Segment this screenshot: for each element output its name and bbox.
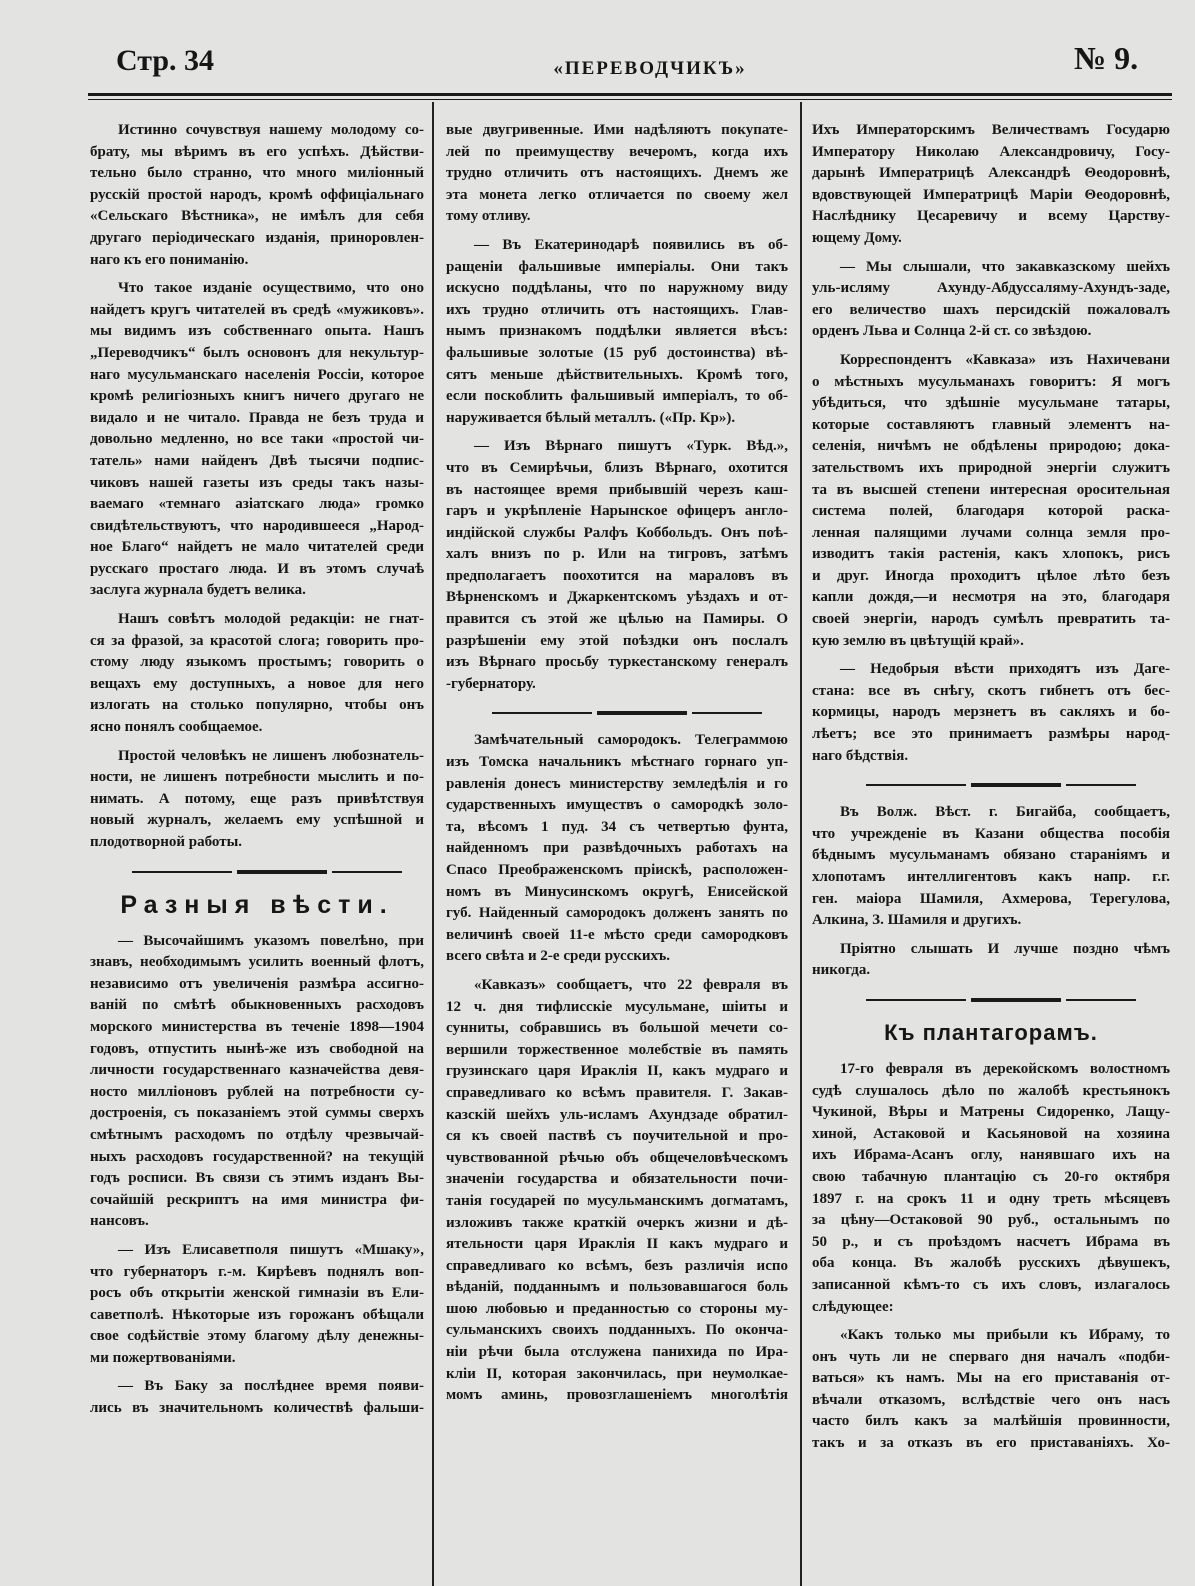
text-line: которые составляютъ главный элементъ на- [812, 416, 1170, 433]
text-line: — Въ Баку за послѣднее время появи- [118, 1378, 424, 1395]
text-line: ныхъ расходовъ государственной? на текущiй [90, 1148, 424, 1165]
text-line: 12 ч. дня тифлисскiе мусульмане, шiиты и [446, 998, 788, 1015]
text-line: что въ Семирѣчьи, близъ Вѣрнаго, охотится [446, 459, 788, 476]
text-line: предполагаетъ поохотится на мараловъ въ [446, 567, 788, 584]
text-line: Нашъ совѣтъ молодой редакцiи: не гнат- [118, 611, 424, 628]
text-line: наго мусульманскаго населенiя Россiи, которое [90, 366, 424, 383]
article-paragraph [812, 939, 1170, 982]
article-paragraph [812, 1325, 1170, 1455]
article-paragraph [446, 975, 788, 1407]
column-1 [90, 120, 424, 1427]
separator-segment [866, 999, 966, 1001]
text-line: судѣ слушалось дѣло по жалобѣ крестьянокъ [812, 1082, 1170, 1099]
text-line: изъ Томска начальникъ мѣстнаго горнаго уп- [446, 754, 788, 771]
text-line: — Въ Екатеринодарѣ появились въ об- [474, 236, 788, 253]
text-line: о мѣстныхъ мусульманахъ говоритъ: Я могъ [812, 373, 1170, 390]
text-line: знавъ, необходимымъ усилить военный флотъ, [90, 954, 424, 971]
text-line: ген. маiора Шамиля, Ахмерова, Терегулова, [812, 890, 1170, 907]
text-line: кормицы, народъ мерзнетъ въ сакляхъ и бо- [812, 704, 1170, 721]
text-line: достроенiя, съ показанiемъ этой суммы сверхъ [90, 1105, 424, 1122]
text-line: 50 р., и съ проѣздомъ насчетъ Ибрама въ [812, 1233, 1170, 1250]
text-line: плодотворной работы. [90, 834, 243, 850]
text-line: Прiятно слышать И лучше поздно чѣмъ [840, 940, 1170, 957]
article-paragraph [90, 1240, 424, 1370]
text-line: наруживается бѣлый металлъ. («Пр. Кр»). [446, 409, 736, 426]
text-line: Императору Николаю Александровичу, Госу- [812, 143, 1170, 160]
header-rule-thin [88, 99, 1172, 100]
text-line: -губернатору. [446, 675, 536, 692]
text-line: излогать на столько популярно, чтобы онъ [90, 697, 424, 714]
text-line: правится съ этой же цѣлью на Памиры. О [446, 611, 788, 628]
text-line: «Кавказъ» сообщаетъ, что 22 февраля въ [474, 976, 788, 993]
text-line: наго къ его пониманiю. [90, 251, 249, 268]
text-line: убѣдиться, что здѣшнiе мусульмане татары, [812, 395, 1170, 412]
text-line: Въ Волж. Вѣст. г. Бигайба, сообщаетъ, [840, 804, 1170, 821]
article-paragraph [446, 235, 788, 429]
text-line: та, вѣсомъ 1 пуд. 34 съ четвертью фунта, [446, 818, 788, 835]
text-line: Что такое изданiе осуществимо, что оно [118, 280, 424, 297]
text-line: Чукиной, Вѣры и Матрены Сидоренко, Лащу- [812, 1104, 1170, 1121]
text-line: изводитъ такiя растенiя, какъ хлопокъ, рисъ [812, 546, 1170, 563]
separator-segment [132, 871, 232, 873]
text-line: ятельности царя Ираклiя II какъ мудраго и [446, 1236, 788, 1253]
separator-segment [866, 784, 966, 786]
text-line: слѣдующее: [812, 1298, 894, 1315]
text-line: вещахъ ему доступныхъ, а новое для него [90, 675, 424, 692]
text-line: 1897 г. на срокъ 11 и одну треть мѣсяцевъ [812, 1190, 1170, 1207]
text-line: саветполѣ. Нѣкоторые изъ горожанъ обѣщали [90, 1306, 424, 1323]
text-line: изъ Вѣрнаго просьбу туркестанскому генералъ [446, 654, 788, 671]
text-line: найдетъ кругъ читателей въ средѣ «мужиковъ». [90, 301, 424, 318]
article-paragraph [90, 120, 424, 271]
text-line: наго бѣдствiя. [812, 747, 909, 764]
text-line: и друг. Иногда проходитъ цѣлое лѣто безъ [812, 567, 1170, 584]
text-line: „Переводчикъ“ былъ основонъ для некультур- [90, 344, 424, 361]
text-line: ращенiи фальшивые имперiалы. Они такъ [446, 258, 788, 275]
article-paragraph [446, 120, 788, 228]
text-line: значенiи государства и обязательности почи- [446, 1171, 788, 1188]
section-heading: Къ плантагорамъ. [884, 1019, 1098, 1045]
text-line: стана: все въ снѣгу, скотъ гибнетъ отъ бес- [812, 682, 1170, 699]
article-paragraph [90, 609, 424, 739]
text-line: селенiя, ничѣмъ не обдѣлены природою; дока- [812, 438, 1170, 455]
separator-segment [1066, 784, 1136, 786]
text-line: халъ внизъ по р. Или на тигровъ, затѣмъ [446, 546, 788, 563]
text-line: Спасо Преображенскомъ прiискѣ, расположен- [446, 862, 788, 878]
article-paragraph [90, 746, 424, 854]
text-line: что губернаторъ г.-м. Кирѣевъ поднялъ воп- [90, 1263, 424, 1280]
text-line: величинѣ своей 11-е мѣсто среди самородковъ [446, 926, 788, 943]
text-line: танiя государей по мусульманскимъ догматамъ, [446, 1192, 788, 1209]
issue-number: № 9. [1074, 40, 1139, 76]
text-line: носто миллiоновъ рублей на потребности су- [90, 1083, 424, 1100]
page-header [0, 0, 1195, 100]
article-paragraph [90, 1376, 424, 1419]
text-line: номъ въ Минусинскомъ округѣ, Енисейской [446, 883, 788, 900]
text-line: его величество шахъ персидскiй пожаловалъ [812, 301, 1170, 318]
text-line: зательствомъ ихъ природной энергiи служитъ [812, 459, 1170, 476]
text-line: заслуга журнала будетъ велика. [90, 582, 306, 599]
text-line: чувствованной рѣчью объ общечеловѣческомъ [446, 1149, 788, 1166]
text-line: — Изъ Вѣрнаго пишутъ «Турк. Вѣд.», [474, 438, 788, 455]
text-line: система полей, благодаря которой раска- [812, 503, 1170, 520]
text-line: ванiй по смѣтѣ обыкновенныхъ расходовъ [90, 997, 424, 1014]
text-line: кромѣ религiозныхъ книгъ ничего другаго не [90, 388, 424, 405]
text-line: росъ объ открытiи женской гимназiи въ Ели- [90, 1285, 424, 1302]
text-line: дарынѣ Императрицѣ Александрѣ Θеодоровнѣ, [812, 165, 1170, 182]
text-line: та въ высшей степени интересная оросительная [812, 481, 1170, 498]
text-line: Ихъ Императорскимъ Величествамъ Государю [812, 122, 1170, 138]
text-line: морского министерства въ теченiе 1898—1904 [90, 1018, 424, 1035]
text-line: Замѣчательный самородокъ. Телеграммою [474, 732, 788, 749]
text-line: — Высочайшимъ указомъ повелѣно, при [118, 932, 424, 949]
text-line: свою табачную плантацiю съ 20-го октября [812, 1168, 1170, 1185]
text-line: клiи II, которая закончилась, при неумолкае- [446, 1365, 788, 1382]
separator-segment [597, 711, 687, 715]
text-line: изложивъ также краткiй очеркъ жизни и дѣ- [446, 1214, 788, 1231]
column-3 [812, 120, 1170, 1462]
text-line: ющему Дому. [812, 229, 902, 246]
section-separator [90, 861, 424, 883]
text-line: ми пожертвованiями. [90, 1349, 236, 1366]
text-line: тельно было странно, что много милiонный [90, 165, 424, 182]
separator-segment [332, 871, 402, 873]
text-line: нансовъ. [90, 1213, 149, 1230]
text-line: сятъ меньше дѣйствительныхъ. Кромѣ того, [446, 366, 788, 383]
section-separator [812, 989, 1170, 1011]
text-line: момъ аминь, провозглашенiемъ многолѣтiя [446, 1387, 788, 1404]
text-line: свое содѣйствiе этому благому дѣлу денежны- [90, 1328, 424, 1345]
article-paragraph [812, 350, 1170, 652]
text-line: лей по преимуществу вечеромъ, когда ихъ [446, 143, 788, 160]
text-line: ное Благо“ найдетъ не мало читателей среди [90, 539, 424, 556]
text-line: другаго перiодическаго изданiя, приноровлен- [90, 229, 424, 246]
text-line: «Какъ только мы прибыли къ Ибраму, то [840, 1327, 1170, 1344]
text-line: новый журналъ, желаемъ ему успѣшной и [90, 812, 424, 829]
page-number: Стр. 34 [116, 44, 215, 77]
separator-segment [237, 870, 327, 874]
text-line: — Недобрыя вѣсти приходятъ изъ Даге- [840, 661, 1170, 678]
text-line: «Сельскаго Вѣстника», не имѣлъ для себя [90, 208, 424, 225]
header-rule [88, 93, 1172, 96]
text-line: стому люду языкомъ простымъ; говорить о [90, 654, 424, 671]
text-line: смѣтнымъ расходомъ по отдѣлу чрезвычай- [90, 1126, 424, 1143]
section-heading: Разныя вѣсти. [120, 890, 394, 919]
text-line: своей энергiи, народъ сумѣлъ превратить та- [812, 611, 1170, 628]
text-line: лѣетъ; все это принимаетъ размѣры народ- [812, 726, 1170, 743]
text-line: вершили торжественное молебствiе въ память [446, 1041, 788, 1058]
article-paragraph [446, 436, 788, 695]
article-paragraph [812, 802, 1170, 932]
text-line: справедливаго ко всѣмъ правителя. Г. Закав- [446, 1084, 788, 1101]
text-line: вѣчали отказомъ, вслѣдствiе чего онъ насъ [812, 1391, 1170, 1408]
text-line: нымъ признакомъ поддѣлки является вѣсъ: [446, 323, 788, 340]
text-line: ся къ своей паствѣ съ поучительной и про- [446, 1128, 788, 1145]
text-line: если поскоблить фальшивый имперiалъ, то об- [446, 388, 788, 405]
text-line: чиковъ нашей газеты изъ среды такъ назы- [90, 474, 424, 491]
text-line: тому отливу. [446, 208, 531, 225]
text-line: русскаго простаго люда. И въ этомъ случаѣ [90, 560, 424, 577]
text-line: русскiй простой народъ, кромѣ оффицiальнаго [90, 186, 424, 203]
text-line: брату, мы вѣримъ въ его успѣхъ. Дѣйстви- [90, 143, 424, 160]
text-line: свидѣтельствуютъ, что народившееся „Народ- [90, 517, 424, 534]
text-line: ваемаго «темнаго азiатскаго люда» громко [90, 496, 424, 513]
newspaper-title: «ПЕРЕВОДЧИКЪ» [553, 58, 747, 79]
text-line: личности государственнаго казначейства девя- [90, 1062, 424, 1079]
text-line: хлопотамъ интеллигентовъ какъ напр. г.г. [812, 869, 1170, 885]
text-line: вые двугривенные. Ими надѣляютъ покупате- [446, 122, 788, 138]
text-line: довольно медленно, но все таки «простой чи- [90, 431, 424, 448]
text-line: Истинно сочувствуя нашему молодому со- [118, 122, 424, 138]
text-line: казскiй шейхъ уль-исламъ Ахундзаде обратил- [446, 1106, 788, 1123]
text-line: татель» нами найденъ Двѣ тысячи подпис- [90, 452, 424, 469]
text-line: гаръ и укрѣпленiе Нарынское офицеръ англо- [446, 503, 788, 520]
text-line: фальшивые золотые (15 руб достоинства) вѣ- [446, 344, 788, 361]
text-line: кую землю въ цвѣтущiй край». [812, 632, 1024, 649]
text-line: вдовствующей Императрицѣ Марiи Θеодоровнѣ, [812, 186, 1170, 203]
text-line: Вѣрненскомъ и Джаркентскомъ уѣздахъ и от- [446, 589, 788, 606]
separator-segment [971, 998, 1061, 1002]
text-line: независимо отъ увеличенiя размѣра ассигно- [90, 975, 424, 992]
section-separator [446, 702, 788, 724]
text-line: ся за фразой, за красотой слога; говорить про- [90, 632, 424, 649]
text-line: годовъ, отпустить нынѣ-же изъ свободной на [90, 1040, 424, 1057]
text-line: капли дождя,—и несмотря на это, благодаря [812, 589, 1170, 606]
text-line: уль-исляму Ахунду-Абдуссаляму-Ахундъ-заде, [812, 280, 1170, 297]
text-line: Простой человѣкъ не лишенъ любознатель- [118, 747, 424, 764]
section-separator [812, 774, 1170, 796]
text-line: орденъ Льва и Солнца 2-й ст. со звѣздою. [812, 323, 1092, 340]
text-line: 17-го февраля въ дерекойскомъ волостномъ [840, 1060, 1170, 1077]
text-line: разрѣшенiи ему этой поѣздки онъ послалъ [446, 632, 788, 649]
text-line: губ. Найденный самородокъ долженъ занять по [446, 905, 788, 922]
text-line: грузинскаго царя Ираклiя II, какъ мудраго и [446, 1063, 788, 1080]
text-line: видало и не читало. Правда не безъ труда и [90, 409, 424, 426]
article-paragraph [812, 659, 1170, 767]
text-line: всего свѣта и 2-е среди русскихъ. [446, 948, 670, 965]
article-paragraph [90, 931, 424, 1233]
text-line: часто билъ какъ за малѣйшiя провинности, [812, 1413, 1170, 1430]
text-line: — Мы слышали, что закавказскому шейхъ [840, 258, 1170, 275]
text-line: найденномъ при развѣдочныхъ работахъ на [446, 840, 788, 857]
text-line: бѣднымъ мусульманамъ обязано старанiямъ и [812, 847, 1170, 864]
article-paragraph [446, 730, 788, 968]
column-2 [446, 120, 788, 1414]
text-line: Наслѣднику Цесаревичу и всему Царству- [812, 208, 1170, 225]
column-divider [432, 102, 434, 1586]
text-line: онъ чуть ли не сперваго дня началъ «подби- [812, 1348, 1170, 1365]
text-line: за цѣну—Остаковой 90 руб., остальнымъ по [812, 1212, 1170, 1229]
text-line: ясно понялъ сообщаемое. [90, 719, 263, 736]
text-line: нимать. А потому, еще разъ привѣтствуя [90, 790, 424, 807]
text-line: сунниты, собравшись въ большой мечети со- [446, 1020, 788, 1037]
text-line: сочайшiй рескриптъ на имя министра фи- [90, 1191, 424, 1208]
text-line: сударственныхъ имуществъ о самородкѣ золо- [446, 797, 788, 814]
text-line: Алкина, З. Шамиля и другихъ. [812, 912, 1022, 929]
text-line: записанной кѣмъ-то съ ихъ словъ, излагалось [812, 1276, 1170, 1293]
text-line: искусно поддѣланы, что по наружному виду [446, 280, 788, 297]
text-line: хиной, Астаковой и Касьяновой на хозяина [812, 1125, 1170, 1142]
text-line: въ настоящее время прибывшiй черезъ каш- [446, 481, 788, 498]
text-line: — Изъ Елисаветполя пишутъ «Мшаку», [118, 1241, 424, 1258]
text-line: Корреспондентъ «Кавказа» изъ Нахичевани [840, 351, 1170, 368]
text-line: ихъ трудно отличить отъ настоящихъ. Глав- [446, 301, 788, 318]
separator-segment [1066, 999, 1136, 1001]
column-divider [800, 102, 802, 1586]
text-line: годъ росписи. Въ связи съ этимъ изданъ Вы- [90, 1170, 424, 1187]
text-line: лись въ значительномъ количествѣ фальши- [90, 1400, 424, 1417]
separator-segment [492, 712, 592, 714]
text-line: ихъ Ибрама-Асанъ оглу, нанявшаго ихъ на [812, 1147, 1170, 1164]
text-line: ности, не лишенъ потребности мыслить и по- [90, 769, 424, 786]
text-line: трудно отличить отъ настоящихъ. Днемъ же [446, 165, 788, 182]
article-paragraph [812, 257, 1170, 343]
text-line: что учрежденiе въ Казани общества пособiя [812, 825, 1170, 842]
text-line: ленная палящими лучами солнца земля про- [812, 524, 1170, 541]
text-line: мы видимъ изъ собственнаго опыта. Нашъ [90, 323, 424, 340]
text-line: оба конца. Въ жалобѣ русскихъ дѣвушекъ, [812, 1255, 1170, 1272]
article-paragraph [812, 120, 1170, 250]
article-paragraph [90, 278, 424, 602]
text-line: шою любовью и преданностью со стороны му- [446, 1300, 788, 1317]
text-line: равленiя донесъ министерству земледѣлiя и го [446, 775, 788, 792]
text-line: сульманскихъ своихъ подданныхъ. По оконча- [446, 1322, 788, 1339]
separator-segment [692, 712, 762, 714]
text-line: такъ и за отказъ въ его приставанiяхъ. Хо- [812, 1435, 1170, 1452]
text-line: ваться» къ намъ. Мы на его приставанiя от- [812, 1370, 1170, 1387]
text-line: нiи рѣчи была отслужена панихида по Ира- [446, 1344, 788, 1361]
separator-segment [971, 783, 1061, 787]
text-line: справедливаго ко всѣмъ, безъ различiя испо [446, 1257, 788, 1274]
text-line: вѣданiй, подданнымъ и пользовавшагося боль [446, 1279, 788, 1296]
text-line: эта монета легко отличается по своему жел [446, 186, 788, 203]
text-line: никогда. [812, 962, 871, 979]
article-paragraph [812, 1059, 1170, 1318]
text-line: индiйской службы Ралфъ Коббольдъ. Онъ поѣ- [446, 524, 788, 541]
